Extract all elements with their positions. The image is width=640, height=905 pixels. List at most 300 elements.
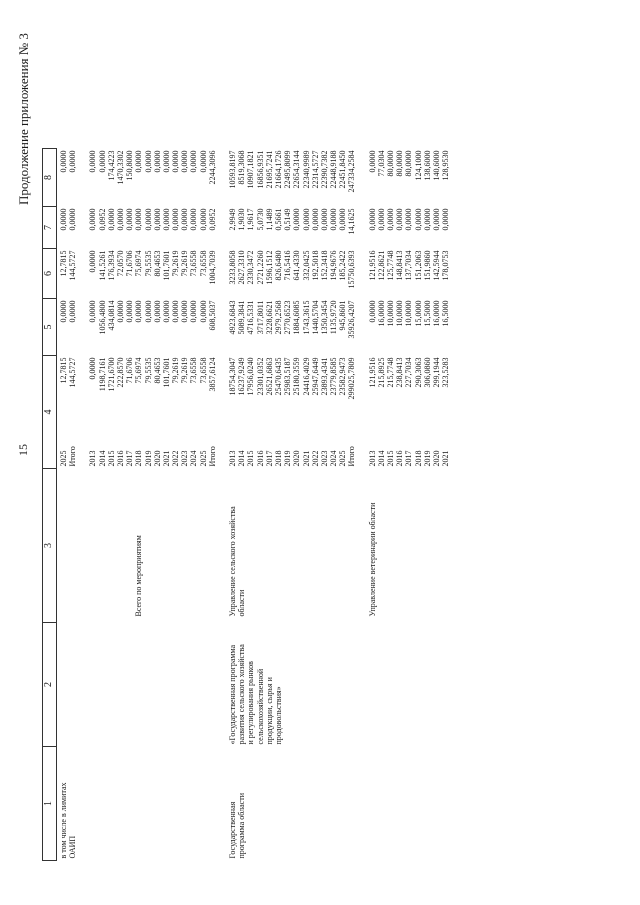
cell-line: 2022 [310,450,320,467]
cell-line: 2025 [198,450,208,467]
cell-line: 0,0000 [189,150,199,173]
cell-line: 14,1625 [347,208,357,235]
executor-cell [86,469,217,623]
cell-line: 2018 [413,450,423,467]
cell-line: 0,0000 [59,300,68,323]
org-cell [86,747,217,861]
cell-line: 0,0000 [59,150,68,173]
cell-line: 142,5944 [431,250,441,281]
executor-cell [57,469,78,623]
header-col-1: 1 [43,747,57,861]
value-col6 [226,249,357,299]
cell-line: 2021 [161,450,171,467]
cell-line: 2015 [106,450,116,467]
cell-line: 121,9516 [367,250,377,281]
cell-line: 0,0000 [367,300,377,323]
year-cell [57,414,78,469]
cell-line: 0,0952 [207,208,217,231]
cell-line: ОАИП [68,835,78,859]
cell-line: 25470,6435 [273,357,283,396]
cell-line: 8519,3068 [237,150,247,185]
cell-line: 144,5727 [68,250,78,281]
cell-line: 0,0000 [338,208,348,231]
cell-line: 2627,3310 [237,250,247,285]
cell-line: 0,0000 [376,208,386,231]
cell-line: 641,4330 [292,250,302,281]
cell-line [125,471,134,617]
cell-line: 16856,9351 [255,150,265,189]
value-col5 [57,299,78,356]
cell-line: продукции, сырья и [264,677,274,745]
cell-line: 0,0000 [395,208,405,231]
cell-line: 16,0000 [431,300,441,327]
cell-line: 151,9860 [422,250,432,281]
cell-line: 75,6974 [134,250,144,277]
cell-line: 1596,1512 [264,250,274,285]
header-col-4: 4 [43,356,57,469]
cell-line: 73,6558 [198,357,208,384]
cell-line: 0,0000 [301,208,311,231]
header-col-6: 6 [43,249,57,299]
cell-line: 2013 [88,450,98,467]
cell-line: 80,0000 [395,150,405,177]
cell-line: 2014 [97,450,107,467]
cell-line: 1,1489 [264,208,274,231]
cell-line: 2021 [441,450,451,467]
cell-line: 10,0000 [386,300,395,327]
cell-line: продовольствия» [273,686,283,745]
cell-line: 25983,5187 [283,357,293,396]
cell-line: 2021 [301,450,311,467]
cell-line: 0,0000 [106,208,116,231]
cell-line: 1721,6700 [106,357,116,392]
page-number: 15 [16,444,30,456]
cell-line: Итого [207,446,217,467]
cell-line: 0,0000 [88,250,98,273]
table-section [366,149,451,861]
cell-line: 2330,3472 [246,250,256,285]
cell-line: 0,0000 [431,208,441,231]
cell-line: 2,9949 [228,208,237,231]
cell-line: 2017 [125,450,135,467]
cell-line: 247334,2584 [347,150,357,193]
value-col6 [57,249,78,299]
cell-line: 1,9030 [237,208,247,231]
cell-line: 122,8621 [376,250,386,281]
program-cell [57,623,78,747]
cell-line: и регулирования рынков [246,661,256,745]
cell-line: 222,8570 [115,357,125,388]
value-col8 [57,149,78,207]
cell-line: сельскохозяйственной [255,668,265,745]
cell-line: 0,0000 [88,150,98,173]
cell-line: 80,0000 [386,150,395,177]
continuation-title: Продолжение приложения № 3 [16,33,31,205]
cell-line: 24416,4029 [301,357,311,396]
cell-line: 2016 [395,450,405,467]
cell-line: 4716,5331 [246,300,256,335]
value-col7 [226,207,357,249]
cell-line: 2018 [273,450,283,467]
cell-line: 0,0000 [125,208,135,231]
cell-line: 1350,3454 [319,300,329,335]
cell-line: 0,0000 [125,300,135,323]
table-body [57,149,451,861]
cell-line: Государственная [228,801,237,859]
org-cell [226,747,357,861]
cell-line: 79,2619 [171,357,181,384]
value-col4 [226,356,357,414]
cell-line: 1004,7039 [207,250,217,285]
cell-line: области [237,589,247,617]
cell-line: 17956,0240 [246,357,256,396]
cell-line: 0,0000 [198,300,208,323]
cell-line: 1056,4800 [97,300,107,335]
cell-line: 2019 [422,450,432,467]
cell-line: 10,0000 [395,300,405,327]
cell-line: 0,0000 [152,150,162,173]
cell-line: 137,7034 [404,250,414,281]
cell-line: 192,5018 [310,250,320,281]
cell-line: 215,8925 [376,357,386,388]
value-col7 [86,207,217,249]
cell-line: 0,0000 [180,150,190,173]
cell-line: Итого [68,446,78,467]
cell-line: 2020 [152,450,162,467]
year-cell [366,414,451,469]
cell-line: 73,6558 [189,357,199,384]
cell-line: 140,6000 [431,150,441,181]
cell-line: 138,6000 [422,150,432,181]
cell-line: 77,0304 [376,150,386,177]
value-col5 [226,299,357,356]
cell-line: 2023 [319,450,329,467]
cell-line: 227,7034 [404,357,414,388]
cell-line: 0,0000 [152,300,162,323]
cell-line: 0,0000 [404,208,414,231]
cell-line: 2024 [329,450,339,467]
cell-line: 608,5037 [207,300,217,331]
cell-line: 2019 [143,450,153,467]
cell-line: 125,7748 [386,250,395,281]
section-gap [357,149,366,861]
cell-line [107,471,116,617]
cell-line: 434,0814 [106,300,116,331]
cell-line: 1743,3615 [301,300,311,335]
cell-line: 121,9516 [367,357,377,388]
cell-line: 22340,9989 [301,150,311,189]
cell-line: 21664,1726 [273,150,283,189]
program-cell [226,623,357,747]
cell-line: развития сельского хозяйства [237,644,247,745]
cell-line: 152,3418 [319,250,329,281]
cell-line: 2024 [189,450,199,467]
cell-line: Итого [347,446,357,467]
cell-line: 2020 [431,450,441,467]
executor-cell [226,469,357,623]
cell-line: 18754,3047 [228,357,237,396]
cell-line: 0,0000 [171,150,181,173]
cell-line: 16,0000 [376,300,386,327]
cell-line: 332,0425 [301,250,311,281]
cell-line: 2023 [180,450,190,467]
cell-line: 23779,8585 [329,357,339,396]
cell-line: 16,5000 [441,300,451,327]
cell-line: 16237,9249 [237,357,247,396]
cell-line: 79,5535 [143,250,153,277]
cell-line: 15,0000 [413,300,423,327]
cell-line: 2013 [228,450,237,467]
cell-line: «Государственная программа [228,644,237,745]
cell-line: 124,1000 [413,150,423,181]
cell-line: 0,0000 [386,208,395,231]
value-col6 [86,249,217,299]
cell-line: 2014 [237,450,247,467]
cell-line: 23582,9473 [338,357,348,396]
header-col-7: 7 [43,207,57,249]
cell-line: 2020 [292,450,302,467]
cell-line: 2721,2260 [255,250,265,285]
value-col8 [226,149,357,207]
cell-line: 0,0000 [422,208,432,231]
cell-line: 0,0000 [68,150,78,173]
cell-line: 0,5661 [273,208,283,231]
cell-line: 0,5149 [283,208,293,231]
cell-line: 22448,9188 [329,150,339,189]
cell-line: 1135,9720 [329,300,339,335]
cell-line: 0,0000 [143,208,153,231]
executor-cell [366,469,451,623]
cell-line: 0,0000 [319,208,329,231]
cell-line: 150,8000 [125,150,135,181]
cell-line: программа области [237,793,247,859]
header-col-8: 8 [43,149,57,207]
cell-line: 75,6974 [134,357,144,384]
cell-line: 290,3063 [413,357,423,388]
cell-line: 0,0000 [59,208,68,231]
org-cell [57,747,78,861]
cell-line: 0,0000 [143,150,153,173]
table-section [226,149,357,861]
cell-line: 12,7815 [59,357,68,384]
cell-line: 0,0000 [189,300,199,323]
cell-line: 0,0000 [189,208,199,231]
table-section [57,149,78,861]
cell-line: 2770,6523 [283,300,293,335]
value-col4 [57,356,78,414]
cell-line: 178,0753 [441,250,451,281]
cell-line: 2015 [386,450,395,467]
cell-line: 79,2619 [180,357,190,384]
cell-line: 0,0000 [143,300,153,323]
cell-line: 0,0000 [88,300,98,323]
cell-line: 10907,1821 [246,150,256,189]
cell-line: 0,0000 [161,208,171,231]
cell-line: 826,6480 [273,250,283,281]
cell-line: 0,0000 [310,208,320,231]
value-col8 [366,149,451,207]
cell-line: 2022 [171,450,181,467]
cell-line: 1470,3302 [115,150,125,185]
cell-line: 80,4653 [152,250,162,277]
value-col4 [366,356,451,414]
cell-line: 35926,4207 [347,300,357,339]
section-gap [77,149,86,861]
cell-line: Управление сельского хозяйства [228,506,237,617]
budget-table [42,148,450,861]
header-col-2: 2 [43,623,57,747]
cell-line: Управление ветеринарии области [367,502,377,617]
cell-line: 25947,6449 [310,357,320,396]
cell-line: 79,2619 [171,250,181,277]
cell-line: 80,4653 [152,357,162,384]
cell-line: 79,5535 [143,357,153,384]
cell-line: 2017 [264,450,274,467]
cell-line: 144,5727 [68,357,78,388]
cell-line: в том числе в лимитах [59,782,68,859]
cell-line: 3717,8011 [255,300,265,335]
cell-line: 2244,3096 [207,150,217,185]
cell-line: 22390,7382 [319,150,329,189]
cell-line: 5089,3841 [237,300,247,335]
cell-line: 0,0000 [161,300,171,323]
cell-line: 1440,5704 [310,300,320,335]
cell-line: 2016 [255,450,265,467]
cell-line [88,471,97,617]
cell-line: 306,0860 [422,357,432,388]
cell-line: 3857,6124 [207,357,217,392]
cell-line: 0,0000 [115,300,125,323]
cell-line: 323,5283 [441,357,451,388]
cell-line: 0,0000 [134,300,144,323]
cell-line: 0,0000 [198,208,208,231]
cell-line [116,471,125,617]
cell-line: 238,8413 [395,357,405,388]
cell-line: 0,0000 [367,208,377,231]
cell-line: 26521,6863 [264,357,274,396]
cell-line: 5,0730 [255,208,265,231]
cell-line: 0,0000 [115,208,125,231]
cell-line: 0,0000 [441,208,451,231]
year-cell [86,414,217,469]
cell-line: 73,6558 [198,250,208,277]
cell-line: 2019 [283,450,293,467]
cell-line: 1,9617 [246,208,256,231]
cell-line: 0,0000 [68,300,78,323]
program-cell [86,623,217,747]
cell-line: 0,0000 [180,300,190,323]
cell-line: 2015 [246,450,256,467]
cell-line: 0,0000 [367,150,377,173]
cell-line: 0,0000 [161,150,171,173]
cell-line: 0,0000 [171,300,181,323]
cell-line: 2018 [134,450,144,467]
cell-line: 0,0000 [152,208,162,231]
cell-line: 3233,8058 [228,250,237,285]
cell-line: Всего по мероприятиям [134,535,144,617]
cell-line: 0,0952 [97,208,107,231]
cell-line: 22451,8450 [338,150,348,189]
section-gap [217,149,226,861]
header-col-5: 5 [43,299,57,356]
cell-line: 21695,7241 [264,150,274,189]
cell-line: 148,8413 [395,250,405,281]
value-col8 [86,149,217,207]
cell-line: 4923,6843 [228,300,237,335]
cell-line: 299025,7809 [347,357,357,400]
cell-line: 0,0000 [134,150,144,173]
cell-line: 194,9676 [329,250,339,281]
table-header-row [43,149,57,861]
table-section [86,149,217,861]
cell-line: 79,2619 [180,250,190,277]
cell-line: 176,3934 [106,250,116,281]
cell-line: 3228,6621 [264,300,274,335]
year-cell [226,414,357,469]
cell-line: 716,5416 [283,250,293,281]
cell-line: 1198,7161 [97,357,107,392]
cell-line: 71,6706 [125,357,135,384]
cell-line: 23301,0352 [255,357,265,396]
cell-line: 0,0000 [329,208,339,231]
cell-line: 15,5000 [422,300,432,327]
cell-line: 151,2063 [413,250,423,281]
cell-line: 1884,6085 [292,300,302,335]
org-cell [366,747,451,861]
cell-line: 23893,4341 [319,357,329,396]
cell-line: 101,7601 [161,357,171,388]
cell-line: 128,9530 [441,150,451,181]
cell-line: 2016 [115,450,125,467]
cell-line: 73,6558 [189,250,199,277]
cell-line: 15750,6393 [347,250,357,289]
cell-line: 0,0000 [68,208,78,231]
cell-line: 22314,5727 [310,150,320,189]
cell-line: 2017 [404,450,414,467]
value-col6 [366,249,451,299]
cell-line: 0,0000 [413,208,423,231]
cell-line: 25180,3559 [292,357,302,396]
header-col-3: 3 [43,469,57,623]
cell-line: 0,0000 [88,208,98,231]
cell-line: 0,0000 [134,208,144,231]
cell-line: 10593,8197 [228,150,237,189]
cell-line: 185,2422 [338,250,348,281]
cell-line: 0,0000 [292,208,302,231]
value-col4 [86,356,217,414]
value-col7 [366,207,451,249]
program-cell [366,623,451,747]
cell-line: 72,0570 [115,250,125,277]
cell-line: 141,5261 [97,250,107,281]
cell-line: 215,7748 [386,357,395,388]
cell-line: 174,4223 [106,150,116,181]
cell-line: 2014 [376,450,386,467]
cell-line: 0,0000 [97,150,107,173]
cell-line: 0,0000 [88,357,98,380]
cell-line: 10,0000 [404,300,414,327]
cell-line: 2013 [367,450,377,467]
cell-line: 101,7601 [161,250,171,281]
cell-line: 945,8601 [338,300,348,331]
value-col5 [366,299,451,356]
cell-line: 2025 [338,450,348,467]
cell-line: 71,6706 [125,250,135,277]
cell-line: 2979,2568 [273,300,283,335]
cell-line: 22495,8099 [283,150,293,189]
cell-line: 0,0000 [180,208,190,231]
cell-line: 0,0000 [198,150,208,173]
